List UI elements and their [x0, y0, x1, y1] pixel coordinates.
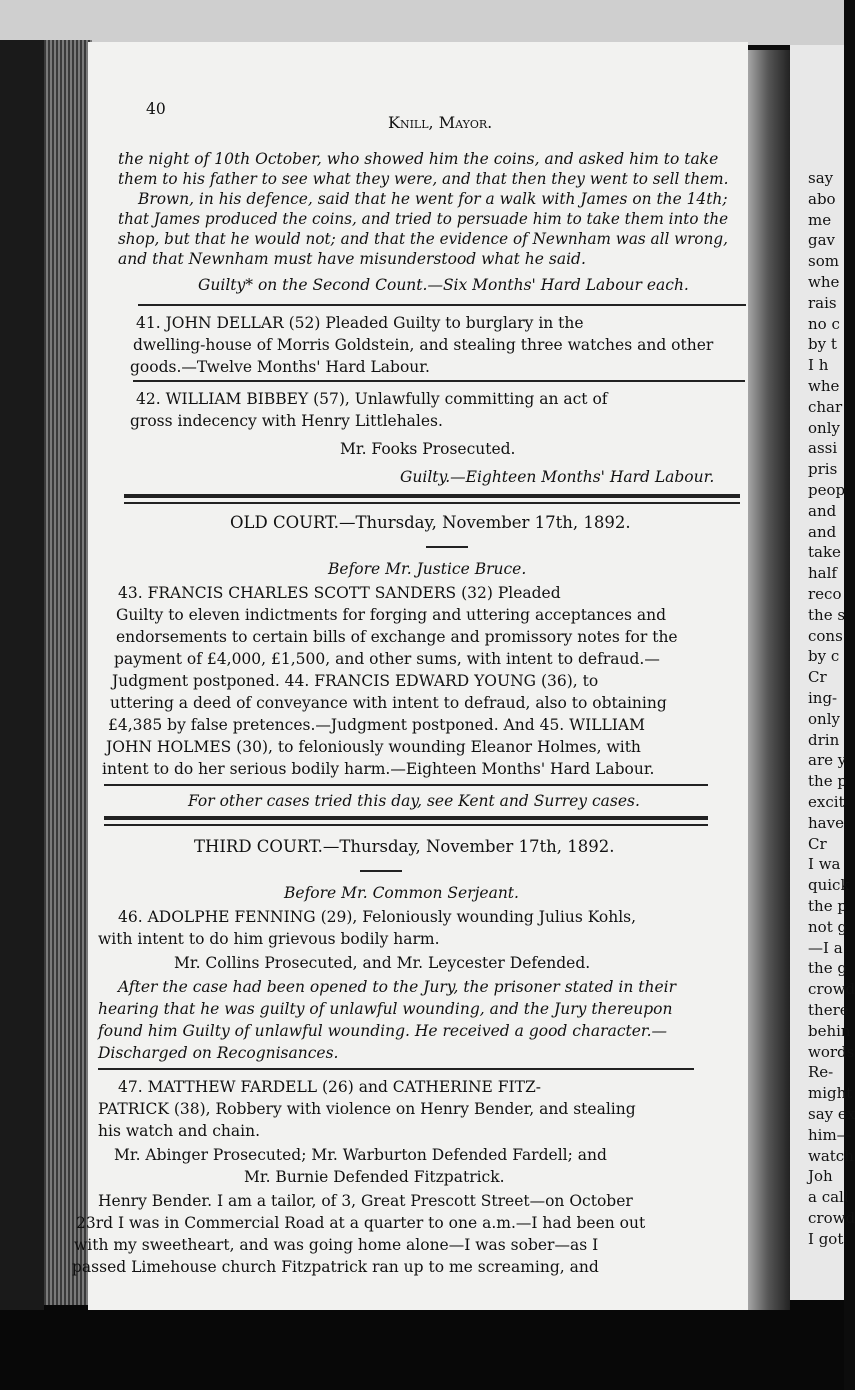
- facing-page-fragment: no c: [808, 314, 840, 333]
- facing-page-fragment: ing-: [808, 689, 838, 707]
- text-line: payment of £4,000, £1,500, and other sums, with intent to defraud.—: [114, 650, 660, 668]
- facing-page-fragment: only: [808, 709, 840, 728]
- text-line: PATRICK (38), Robbery with violence on Henry Bender, and stealing: [98, 1100, 636, 1118]
- facing-page-fragment: whe: [808, 377, 840, 395]
- book-gutter: [742, 50, 790, 1310]
- facing-page-fragment: —I a: [808, 938, 843, 957]
- facing-page-fragment: there: [808, 1001, 849, 1019]
- text-line: found him Guilty of unlawful wounding. He received a good character.—: [98, 1022, 668, 1040]
- facing-page-fragment: char: [808, 397, 843, 416]
- text-line: JOHN HOLMES (30), to feloniously wounding Eleanor Holmes, with: [106, 738, 641, 756]
- facing-page-fragment: pris: [808, 460, 838, 479]
- judge-line: Before Mr. Common Serjeant.: [284, 884, 519, 902]
- counsel-line: Mr. Abinger Prosecuted; Mr. Warburton Defended Fardell; and: [114, 1146, 607, 1164]
- facing-page-fragment: the g: [808, 959, 847, 978]
- counsel-line: Mr. Burnie Defended Fitzpatrick.: [244, 1168, 505, 1186]
- case-heading: 41. JOHN DELLAR (52) Pleaded Guilty to burglary in the: [136, 314, 584, 332]
- text-line: shop, but that he would not; and that the evidence of Newnham was all wrong,: [118, 230, 728, 248]
- counsel-line: Mr. Collins Prosecuted, and Mr. Leycester Defended.: [174, 954, 591, 972]
- text-line: Brown, in his defence, said that he went for a walk with James on the 14th;: [138, 190, 728, 208]
- text-line: After the case had been opened to the Jury, the prisoner stated in their: [118, 978, 676, 996]
- text-line: gross indecency with Henry Littlehales.: [130, 412, 443, 430]
- text-line: uttering a deed of conveyance with intent to defraud, also to obtaining: [110, 694, 667, 712]
- court-divider: [104, 816, 708, 820]
- facing-page-fragment: by c: [808, 647, 840, 666]
- facing-page-fragment: gav: [808, 231, 836, 250]
- facing-page-fragment: me: [808, 210, 832, 229]
- text-line: 23rd I was in Commercial Road at a quarter to one a.m.—I had been out: [76, 1214, 646, 1232]
- facing-page-fragment: rais: [808, 293, 837, 312]
- case-heading: 47. MATTHEW FARDELL (26) and CATHERINE FITZ-: [118, 1078, 541, 1096]
- short-rule: [426, 546, 468, 548]
- running-header: Knill, Mayor.: [388, 113, 493, 132]
- facing-page-text: [808, 168, 855, 1258]
- facing-page-fragment: drin: [808, 730, 840, 749]
- text-line: with intent to do him grievous bodily harm.: [98, 930, 440, 948]
- book-edge: [0, 40, 44, 1310]
- facing-page-fragment: the p: [808, 772, 847, 791]
- facing-page-fragment: whe: [808, 273, 840, 291]
- court-divider: [124, 502, 740, 504]
- text-line: Discharged on Recognisances.: [98, 1044, 339, 1062]
- facing-page-fragment: I wa: [808, 855, 841, 874]
- court-divider: [124, 494, 740, 498]
- facing-page-fragment: som: [808, 252, 839, 271]
- facing-page-fragment: Cr: [808, 668, 827, 687]
- facing-page-fragment: behin: [808, 1021, 851, 1040]
- section-rule: [133, 380, 745, 382]
- text-line: the night of 10th October, who showed him the coins, and asked him to take: [118, 150, 719, 168]
- facing-page-fragment: half: [808, 564, 837, 583]
- facing-page-fragment: crowd: [808, 1209, 855, 1227]
- facing-page-fragment: excit: [808, 793, 845, 811]
- text-line: goods.—Twelve Months' Hard Labour.: [130, 358, 430, 376]
- facing-page-fragment: Joh: [808, 1167, 833, 1186]
- case-heading: 42. WILLIAM BIBBEY (57), Unlawfully committing an act of: [136, 390, 608, 408]
- scan-background-top: [0, 0, 844, 45]
- facing-page-fragment: assi: [808, 439, 838, 458]
- text-line: that James produced the coins, and tried to persuade him to take them into the: [118, 210, 729, 228]
- facing-page-fragment: words: [808, 1042, 855, 1061]
- facing-page-fragment: say: [808, 169, 834, 187]
- text-line: Judgment postponed. 44. FRANCIS EDWARD YOUNG (36), to: [112, 672, 599, 690]
- text-line: and that Newnham must have misunderstood what he said.: [118, 250, 586, 268]
- facing-page-fragment: and: [808, 501, 837, 520]
- facing-page-fragment: I h: [808, 356, 829, 375]
- section-rule: [138, 304, 746, 306]
- court-heading: OLD COURT.—Thursday, November 17th, 1892.: [230, 513, 631, 532]
- facing-page-fragment: have: [808, 813, 844, 832]
- facing-page-fragment: might: [808, 1084, 853, 1103]
- text-line: £4,385 by false pretences.—Judgment postponed. And 45. WILLIAM: [108, 716, 645, 734]
- facing-page-fragment: the s: [808, 605, 846, 624]
- text-line: hearing that he was guilty of unlawful wounding, and the Jury thereupon: [98, 1000, 673, 1018]
- page-stack: [44, 40, 92, 1305]
- section-rule: [98, 1068, 694, 1070]
- facing-page-fragment: only: [808, 418, 840, 437]
- case-heading: 46. ADOLPHE FENNING (29), Feloniously wounding Julius Kohls,: [118, 908, 637, 926]
- court-heading: THIRD COURT.—Thursday, November 17th, 1892.: [194, 837, 615, 856]
- judge-line: Before Mr. Justice Bruce.: [328, 560, 527, 578]
- facing-page-fragment: reco: [808, 585, 842, 603]
- facing-page-fragment: quick: [808, 876, 850, 895]
- text-line: passed Limehouse church Fitzpatrick ran up to me screaming, and: [72, 1258, 599, 1276]
- facing-page-fragment: cons: [808, 626, 843, 645]
- facing-page-fragment: and: [808, 522, 837, 541]
- facing-page-fragment: by t: [808, 335, 837, 354]
- facing-page-fragment: crowd: [808, 980, 855, 999]
- facing-page-fragment: not g: [808, 917, 848, 936]
- facing-page-fragment: abo: [808, 189, 836, 208]
- document-page: [72, 42, 748, 1310]
- text-line: with my sweetheart, and was going home alone—I was sober—as I: [74, 1236, 599, 1254]
- text-line: dwelling-house of Morris Goldstein, and stealing three watches and other: [133, 336, 714, 354]
- facing-page-fragment: say ex: [808, 1105, 855, 1123]
- facing-page-fragment: I got: [808, 1229, 844, 1248]
- facing-page-fragment: are y: [808, 751, 847, 770]
- facing-page-fragment: the p: [808, 897, 847, 915]
- scan-background-bottom: [0, 1300, 844, 1390]
- verdict-line: Guilty.—Eighteen Months' Hard Labour.: [400, 468, 715, 486]
- witness-testimony: Henry Bender. I am a tailor, of 3, Great Prescott Street—on October: [98, 1192, 633, 1210]
- text-line: intent to do her serious bodily harm.—Eighteen Months' Hard Labour.: [102, 760, 655, 778]
- facing-page-fragment: Re-: [808, 1063, 834, 1082]
- counsel-line: Mr. Fooks Prosecuted.: [340, 440, 516, 458]
- section-rule: [104, 784, 708, 786]
- facing-page-fragment: take: [808, 543, 841, 562]
- facing-page-fragment: him—: [808, 1125, 852, 1144]
- text-line: Guilty to eleven indictments for forging and uttering acceptances and: [116, 606, 667, 624]
- page-number: 40: [146, 100, 166, 118]
- short-rule: [360, 870, 402, 872]
- cross-reference: For other cases tried this day, see Kent and Surrey cases.: [188, 792, 640, 810]
- text-line: them to his father to see what they were, and that then they went to sell them.: [118, 170, 729, 188]
- verdict-line: Guilty* on the Second Count.—Six Months' Hard Labour each.: [198, 276, 689, 294]
- facing-page-fragment: a call: [808, 1188, 849, 1207]
- facing-page-fragment: Cr: [808, 834, 827, 853]
- text-line: endorsements to certain bills of exchange and promissory notes for the: [116, 628, 678, 646]
- court-divider: [104, 824, 708, 826]
- text-line: his watch and chain.: [98, 1122, 260, 1140]
- facing-page-fragment: watch: [808, 1146, 854, 1165]
- case-heading: 43. FRANCIS CHARLES SCOTT SANDERS (32) Pleaded: [118, 584, 561, 602]
- facing-page-fragment: peop: [808, 481, 846, 499]
